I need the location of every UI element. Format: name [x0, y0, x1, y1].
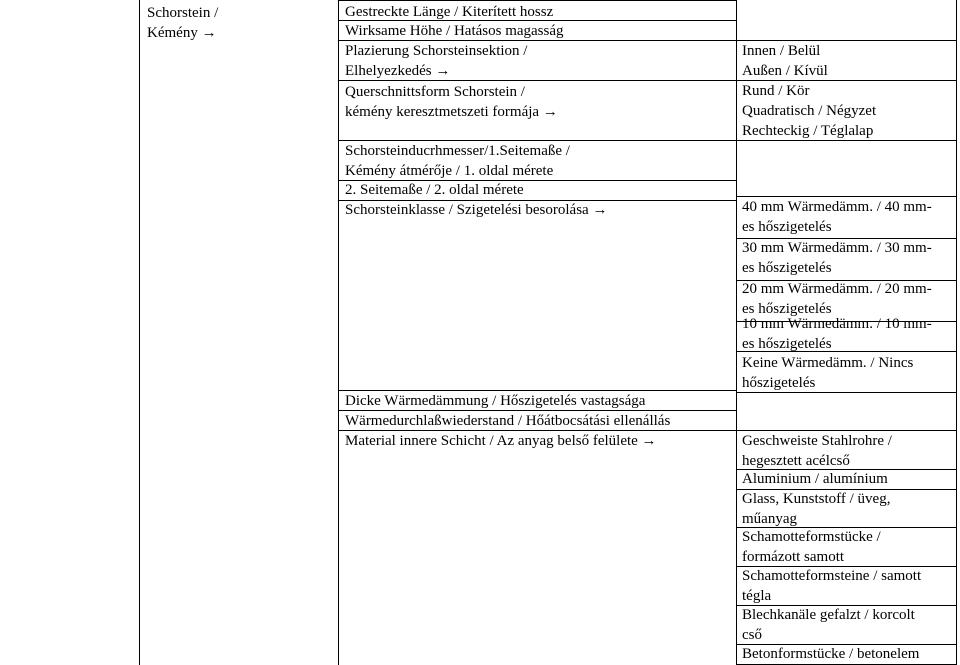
param-line: Wärmedurchlaßwiederstand / Hőátbocsátási ellenállás	[345, 413, 671, 429]
param-line: Querschnittsform Schorstein /	[345, 84, 525, 100]
insulation-option-30	[742, 238, 932, 278]
param-thermal-resistance	[345, 411, 670, 431]
param-line: Material innere Schicht / Az anyag belső felülete →	[345, 433, 657, 449]
option-line: es hőszigetelés	[742, 260, 832, 276]
option-line: hegesztett acélcső	[742, 453, 850, 469]
placement-options	[742, 41, 828, 81]
option-line: Keine Wärmedämm. / Nincs	[742, 355, 914, 371]
param-diameter	[345, 141, 570, 181]
option-line: es hőszigetelés	[742, 219, 832, 235]
option-outside: Außen / Kívül	[742, 63, 828, 79]
param-cross-section	[345, 82, 558, 122]
option-line: Schamotteformstücke /	[742, 529, 881, 545]
param-line: Kémény átmérője / 1. oldal mérete	[345, 163, 554, 179]
chimney-heading-line: Kémény →	[147, 25, 217, 41]
param-insulation-class	[345, 200, 607, 220]
option-round: Rund / Kör	[742, 83, 810, 99]
option-line: 40 mm Wärmedämm. / 40 mm-	[742, 199, 932, 215]
shape-options	[742, 81, 876, 141]
option-line: tégla	[742, 588, 772, 604]
option-line: Blechkanäle gefalzt / korcolt	[742, 607, 915, 623]
option-line: műanyag	[742, 511, 797, 527]
param-line: Plazierung Schorsteinsektion /	[345, 43, 528, 59]
param-line: kémény keresztmetszeti formája →	[345, 104, 558, 120]
option-square: Quadratisch / Négyzet	[742, 103, 877, 119]
option-line: es hőszigetelés	[742, 336, 832, 352]
option-line: Betonformstücke / betonelem	[742, 646, 920, 662]
grid-line	[139, 0, 140, 665]
param-line: 2. Seitemaße / 2. oldal mérete	[345, 182, 524, 198]
option-line: hőszigetelés	[742, 375, 816, 391]
param-stretched-length	[345, 2, 553, 22]
material-option-steel	[742, 431, 892, 471]
insulation-option-10	[742, 314, 932, 354]
option-line: es hőszigetelés	[742, 301, 832, 317]
material-option-aluminium	[742, 469, 888, 489]
insulation-option-40	[742, 197, 932, 237]
chimney-heading-line: Schorstein /	[147, 5, 219, 21]
option-line: 30 mm Wärmedämm. / 30 mm-	[742, 240, 932, 256]
option-line: 10 mm Wärmedämm. / 10 mm-	[742, 316, 932, 332]
option-line: Glass, Kunststoff / üveg,	[742, 491, 891, 507]
material-option-fireclay-bricks	[742, 566, 921, 606]
param-line: Schorsteinducrhmesser/1.Seitemaße /	[345, 143, 570, 159]
grid-line	[338, 0, 339, 665]
option-line: Aluminium / alumínium	[742, 471, 888, 487]
material-option-sheet-ducts	[742, 605, 915, 645]
param-line: Wirksame Höhe / Hatásos magasság	[345, 23, 564, 39]
param-line: Elhelyezkedés →	[345, 63, 451, 79]
option-line: formázott samott	[742, 549, 845, 565]
option-inside: Innen / Belül	[742, 43, 821, 59]
option-line: 20 mm Wärmedämm. / 20 mm-	[742, 281, 932, 297]
insulation-option-20	[742, 279, 932, 319]
chimney-heading	[147, 3, 218, 43]
option-rectangular: Rechteckig / Téglalap	[742, 123, 874, 139]
param-line: Schorsteinklasse / Szigetelési besorolása →	[345, 202, 608, 218]
param-insulation-thickness	[345, 391, 645, 411]
param-inner-material	[345, 431, 657, 451]
option-line: Schamotteformsteine / samott	[742, 568, 922, 584]
insulation-option-none	[742, 353, 913, 393]
material-option-fireclay-shapes	[742, 527, 881, 567]
param-second-side	[345, 180, 524, 200]
param-line: Dicke Wärmedämmung / Hőszigetelés vastagsága	[345, 393, 646, 409]
material-option-glass	[742, 489, 890, 529]
param-line: Gestreckte Länge / Kiterített hossz	[345, 4, 554, 20]
option-line: cső	[742, 627, 762, 643]
option-line: Geschweiste Stahlrohre /	[742, 433, 892, 449]
param-placement	[345, 41, 527, 81]
material-option-concrete	[742, 644, 919, 664]
grid-line	[338, 0, 737, 1]
param-effective-height	[345, 21, 564, 41]
